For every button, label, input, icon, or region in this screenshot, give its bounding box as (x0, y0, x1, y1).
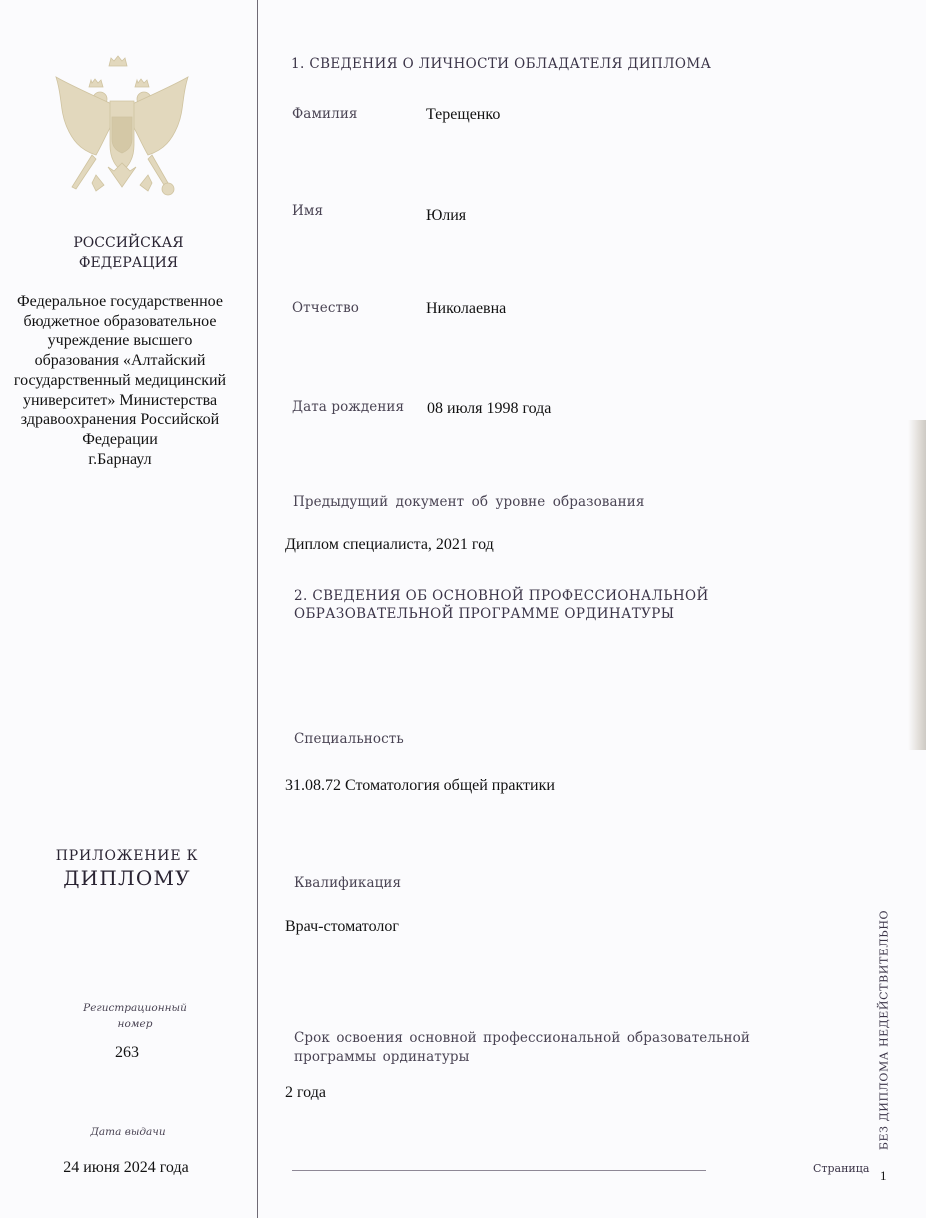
country-line-2: ФЕДЕРАЦИЯ (78, 255, 179, 271)
institution-line: Федерации (82, 430, 158, 448)
institution-line: университет» Министерства (22, 391, 218, 409)
name-value: Юлия (426, 207, 467, 224)
specialty-label: Специальность (294, 731, 404, 747)
surname-value: Терещенко (426, 106, 501, 123)
institution-line: учреждение высшего (47, 332, 193, 350)
signature-line (292, 1170, 706, 1171)
institution-line: Федеральное государственное (17, 293, 223, 310)
birthdate-value: 08 июля 1998 года (427, 400, 552, 417)
supplement-line-2: ДИПЛОМУ (63, 866, 191, 890)
supplement-line-1: ПРИЛОЖЕНИЕ К (55, 848, 199, 864)
qualification-label: Квалификация (294, 875, 402, 891)
country-line-1: РОССИЙСКАЯ (73, 235, 184, 251)
institution-line: государственный медицинский (13, 371, 227, 389)
issue-date: 24 июня 2024 года (63, 1159, 189, 1176)
institution-line: г.Барнаул (88, 450, 152, 468)
registration-label-line-2: номер (117, 1018, 153, 1030)
surname-label: Фамилия (292, 106, 358, 122)
section-2-heading (294, 587, 709, 623)
supplement-title (0, 848, 254, 890)
institution-line: бюджетное образовательное (23, 312, 217, 330)
institution-name (0, 292, 240, 469)
name-label: Имя (292, 203, 324, 219)
duration-label-line-1: Срок освоения основной профессиональной образовательной (294, 1030, 750, 1046)
scan-edge-shadow (908, 420, 926, 750)
section-2-heading-line-1: 2. СВЕДЕНИЯ ОБ ОСНОВНОЙ ПРОФЕССИОНАЛЬНОЙ (294, 588, 709, 604)
duration-label (294, 1029, 750, 1067)
russian-coat-of-arms-emblem (52, 55, 192, 205)
page-number: 1 (880, 1168, 887, 1183)
registration-number: 263 (115, 1044, 139, 1061)
page-label: Страница (813, 1162, 870, 1175)
duration-value: 2 года (285, 1084, 326, 1101)
duration-label-line-2: программы ординатуры (294, 1049, 470, 1065)
registration-label-line-1: Регистрационный (83, 1002, 187, 1014)
specialty-value: 31.08.72 Стоматология общей практики (285, 777, 555, 794)
patronymic-label: Отчество (292, 300, 360, 316)
institution-line: здравоохранения Российской (20, 411, 220, 429)
birthdate-label: Дата рождения (292, 399, 405, 415)
section-1-heading: 1. СВЕДЕНИЯ О ЛИЧНОСТИ ОБЛАДАТЕЛЯ ДИПЛОМА (291, 56, 712, 72)
patronymic-value: Николаевна (426, 300, 507, 317)
registration-label (0, 1000, 270, 1032)
section-2-heading-line-2: ОБРАЗОВАТЕЛЬНОЙ ПРОГРАММЕ ОРДИНАТУРЫ (294, 606, 675, 622)
issue-date-label: Дата выдачи (90, 1126, 166, 1138)
panel-divider (257, 0, 258, 1218)
validity-note-vertical: БЕЗ ДИПЛОМА НЕДЕЙСТВИТЕЛЬНО (877, 909, 891, 1151)
country-name (0, 233, 257, 273)
previous-document-label: Предыдущий документ об уровне образования (293, 494, 645, 510)
previous-document-value: Диплом специалиста, 2021 год (285, 536, 494, 553)
institution-line: образования «Алтайский (34, 352, 206, 370)
qualification-value: Врач-стоматолог (285, 918, 399, 935)
